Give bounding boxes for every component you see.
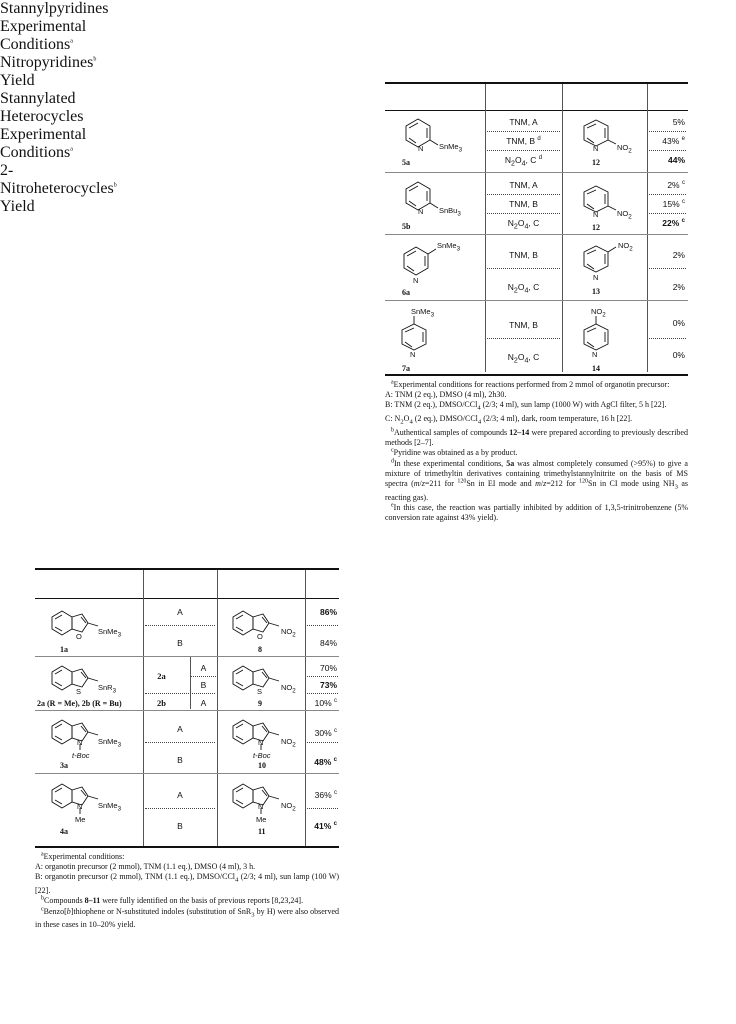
yield-cell: 2% bbox=[672, 282, 685, 292]
product-number: 10 bbox=[258, 761, 266, 770]
group-label: 2b bbox=[157, 698, 166, 708]
product-number: 11 bbox=[258, 827, 266, 836]
condition-cell: A bbox=[200, 663, 207, 673]
compound-number: 2a (R = Me), 2b (R = Bu) bbox=[37, 699, 122, 708]
yield-cell: 22% $^c$ bbox=[662, 218, 685, 228]
substituent-label: SnMe$_3$ bbox=[98, 801, 122, 813]
compound-number: 5a bbox=[402, 158, 410, 167]
substituent-label: SnMe$_3$ bbox=[98, 627, 122, 639]
table1-header-col1: Stannylpyridines bbox=[0, 0, 109, 17]
substituent-label: SnMe$_3$ bbox=[98, 737, 122, 749]
condition-cell: TNM, B bbox=[509, 199, 538, 209]
condition-cell: TNM, B bbox=[509, 320, 538, 330]
table2-header-col3: 2-Nitroheterocycles$^b$ bbox=[0, 162, 117, 197]
product-number: 8 bbox=[258, 645, 262, 654]
substituent-label: SnBu$_3$ bbox=[439, 206, 461, 218]
condition-cell: TNM, B bbox=[509, 250, 538, 260]
table2-bottom-rule bbox=[35, 846, 339, 848]
table1-bottom-rule bbox=[385, 374, 688, 376]
yield-cell: 70% bbox=[319, 663, 337, 673]
condition-cell: B bbox=[200, 680, 207, 690]
substituent-label: SnMe$_3$ bbox=[437, 241, 461, 253]
substituent-label: SnR$_3$ bbox=[98, 683, 117, 695]
condition-cell: A bbox=[177, 790, 183, 800]
table2-top-rule bbox=[35, 568, 339, 570]
benzothiophene-structure bbox=[44, 660, 144, 704]
table1-header-col4: Yield bbox=[0, 72, 35, 89]
table2-header-col4: Yield bbox=[0, 198, 35, 215]
compound-number: 5b bbox=[402, 222, 411, 231]
substituent-label: SnMe$_3$ bbox=[439, 142, 463, 154]
yield-cell: 41% $^c$ bbox=[314, 821, 337, 831]
group-label: 2a bbox=[157, 671, 166, 681]
product-number: 9 bbox=[258, 699, 262, 708]
table-stannylpyridines: Stannylpyridines Experimental Conditions$^a$ Nitropyridines$^b$ Yield N SnMe$_3$ 5a TNM, A TNM, B $^d$ $N_2O_4$, C $^d$ N $NO_2$ 12 5% 43% $^e$ 44% N SnBu$_3$ 5b TNM, A TNM, B $N_2O_4$, C N $NO_2$ 12 2% $^c$ 15% $^c$ 22% $^c$ N SnMe$_3$ 6a TNM, B $N_2O_4$, C N $NO_2$ 13 2% 2% SnMe$_3$ N 7a TNM, B $N_2O_4$, C $NO_2$ N 14 0% 0% $^a$Experimental conditions for reactions performed from 2 mmol of organotin precursor: A: TNM (2 eq.), DMSO (4 ml), 2h30. B: TNM (2 eq.), DMSO/CCl$_4$ (2/3; 4 ml), sun lamp (1000 W) with AgCl filter, 5 h [22]. C: $N_2O_4$ (2 eq.), DMSO/CCl$_4$ (2/3; 4 ml), dark, room temperature, 16 h [22]. $^b$Authentical samples of compounds 12–14 were prepared according to previously described methods [2–7]. $^c$Pyridine was obtained as a by product. $^d$In these experimental conditions, 5a was almost completely consumed (>95%) to give a mixture of trimethyltin derivatives containing trimethylstannylnitrite on the basis of MS spectra (m/z=211 for $^{120}$Sn in EI mode and m/z=212 for $^{120}$Sn in CI mode using $NH_3$ as reacting gas). $^e$In this case, the reaction was partially inhibited by addition of 1,3,5-trinitrobenzene (5% conversion rate against 43% yield). bbox=[0, 0, 688, 523]
yield-cell: 73% bbox=[319, 680, 337, 690]
condition-cell: A bbox=[200, 698, 207, 708]
benzofuran-structure bbox=[44, 603, 144, 651]
table1-top-rule bbox=[385, 82, 688, 84]
nitro-label: $NO_2$ bbox=[591, 307, 606, 319]
table2-header-col2: Experimental Conditions$^a$ bbox=[0, 126, 87, 161]
table2-header-col1: Stannylated Heterocycles bbox=[0, 90, 84, 125]
pyridine-2-stannyl-structure bbox=[394, 177, 476, 227]
compound-number: 7a bbox=[402, 364, 410, 373]
indole-methyl-structure bbox=[44, 778, 144, 828]
yield-cell: 0% bbox=[672, 318, 685, 328]
table2-header-rule bbox=[35, 598, 339, 599]
nitropyridine-structure bbox=[576, 240, 646, 284]
nitrobenzothiophene-structure bbox=[225, 660, 305, 704]
table1-header-col3: Nitropyridines$^b$ bbox=[0, 54, 97, 71]
condition-cell: $N_2O_4$, C $^d$ bbox=[504, 155, 543, 168]
condition-cell: $N_2O_4$, C bbox=[507, 282, 540, 295]
table1-header-rule bbox=[385, 110, 688, 111]
condition-cell: TNM, A bbox=[509, 117, 538, 127]
n-substituent-label: t-Boc bbox=[72, 751, 90, 760]
yield-cell: 5% bbox=[672, 117, 685, 127]
compound-number: 4a bbox=[60, 827, 68, 836]
yield-cell: 48% $^c$ bbox=[314, 757, 337, 767]
substituent-label: SnMe$_3$ bbox=[411, 307, 435, 319]
nitropyridine-structure bbox=[576, 306, 636, 362]
condition-cell: TNM, A bbox=[509, 180, 538, 190]
table1-footnotes: $^a$Experimental conditions for reactions performed from 2 mmol of organotin precursor: A: TNM (2 eq.), DMSO (4 ml), 2h30. B: TNM (2 eq.), DMSO/CCl$_4$ (2/3; 4 ml), sun lamp (1000 W) with AgCl filter, 5 h [22]. C: $N_2O_4$ (2 eq.), DMSO/CCl$_4$ (2/3; 4 ml), dark, room temperature, 16 h [22]. $^b$Authentical samples of compounds 12–14 were prepared according to previously described methods [2–7]. $^c$Pyridine was obtained as a by product. $^d$In these experimental conditions, 5a was almost completely consumed (>95%) to give a mixture of trimethyltin derivatives containing trimethylstannylnitrite on the basis of MS spectra (m/z=211 for $^{120}$Sn in EI mode and m/z=212 for $^{120}$Sn in CI mode using $NH_3$ as reacting gas). $^e$In this case, the reaction was partially inhibited by addition of 1,3,5-trinitrobenzene (5% conversion rate against 43% yield). bbox=[385, 379, 688, 523]
compound-number: 6a bbox=[402, 288, 410, 297]
pyridine-3-stannyl-structure bbox=[394, 240, 474, 288]
condition-cell: B bbox=[177, 755, 183, 765]
condition-cell: B bbox=[177, 821, 183, 831]
yield-cell: 30% $^c$ bbox=[314, 728, 337, 738]
pyridine-2-stannyl-structure bbox=[394, 114, 476, 164]
condition-cell: $N_2O_4$, C bbox=[507, 218, 540, 231]
compound-number: 1a bbox=[60, 645, 68, 654]
condition-cell: B bbox=[177, 638, 183, 648]
product-number: 14 bbox=[592, 364, 600, 373]
condition-cell: $N_2O_4$, C bbox=[507, 352, 540, 365]
yield-cell: 36% $^c$ bbox=[314, 790, 337, 800]
product-number: 12 bbox=[592, 223, 600, 232]
yield-cell: 2% $^c$ bbox=[667, 180, 685, 190]
n-substituent-label: Me bbox=[75, 815, 86, 824]
yield-cell: 86% bbox=[319, 607, 337, 617]
product-number: 13 bbox=[592, 287, 600, 296]
nitro-label: $NO_2$ bbox=[617, 209, 632, 221]
yield-cell: 0% bbox=[672, 350, 685, 360]
table1-header-col2: Experimental Conditions$^a$ bbox=[0, 18, 87, 53]
nitro-label: $NO_2$ bbox=[617, 143, 632, 155]
table2-footnotes: $^a$Experimental conditions: A: organotin precursor (2 mmol), TNM (1.1 eq.), DMSO (4 ml), 3 h. B: organotin precursor (2 mmol), TNM (1.1 eq.), DMSO/CCl$_4$ (2/3; 4 ml), sun lamp (100 W) [22]. $^b$Compounds 8–11 were fully identified on the basis of previous reports [8,23,24]. $^c$Benzo[b]thiophene or N-substituted indoles (substitution of SnR$_3$ by H) were also observed in these cases in 10–20% yield. bbox=[35, 851, 340, 930]
condition-cell: TNM, B $^d$ bbox=[506, 136, 541, 146]
nitropyridine-structure bbox=[576, 118, 646, 158]
indole-boc-structure bbox=[44, 714, 144, 764]
yield-cell: 2% bbox=[672, 250, 685, 260]
yield-cell: 10% $^c$ bbox=[314, 698, 337, 708]
yield-cell: 84% bbox=[319, 638, 337, 648]
nitropyridine-structure bbox=[576, 184, 646, 224]
condition-cell: A bbox=[177, 607, 183, 617]
product-number: 12 bbox=[592, 158, 600, 167]
yield-cell: 44% bbox=[667, 155, 685, 165]
compound-number: 3a bbox=[60, 761, 68, 770]
yield-cell: 43% $^e$ bbox=[662, 136, 685, 146]
table-stannylated-heterocycles: Stannylated Heterocycles Experimental Conditions$^a$ 2-Nitroheterocycles$^b$ Yield O SnMe$_3$ 1a A B O $NO_2$ 8 86% 84% S SnR$_3$ 2a (R = Me), 2b (R = Bu) 2a A B 2b A S $NO_2$ 9 70% 73% 10% $^c$ N SnMe$_3$ t-Boc 3a A B N $NO_2$ t-Boc 10 30% $^c$ 48% $^c$ N SnMe$_3$ Me 4a A B N $NO_2$ Me 11 36% $^c$ 41% $^c$ $^a$Experimental conditions: A: organotin precursor (2 mmol), TNM (1.1 eq.), DMSO (4 ml), 3 h. B: organotin precursor (2 mmol), TNM (1.1 eq.), DMSO/CCl$_4$ (2/3; 4 ml), sun lamp (100 W) [22]. $^b$Compounds 8–11 were fully identified on the basis of previous reports [8,23,24]. $^c$Benzo[b]thiophene or N-substituted indoles (substitution of SnR$_3$ by H) were also observed in these cases in 10–20% yield. bbox=[0, 90, 340, 930]
condition-cell: A bbox=[177, 724, 183, 734]
yield-cell: 15% $^c$ bbox=[662, 199, 685, 209]
nitro-label: $NO_2$ bbox=[618, 241, 633, 253]
